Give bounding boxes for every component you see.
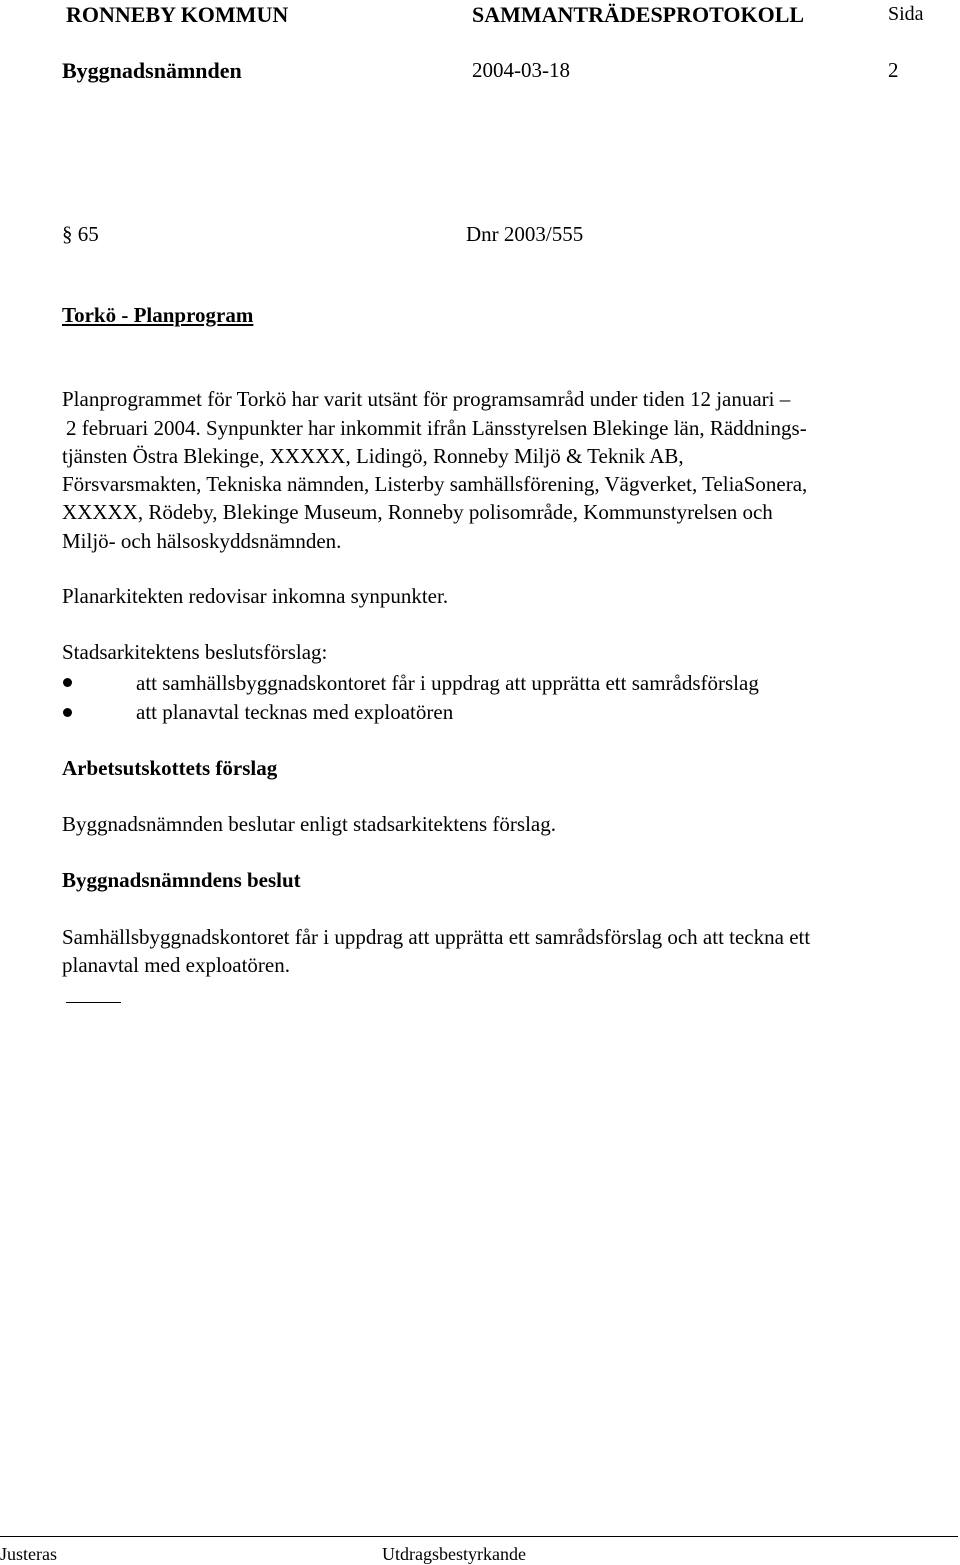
intro-line: Miljö- och hälsoskyddsnämnden.: [62, 529, 342, 553]
paragraph-number: § 65: [62, 222, 99, 246]
intro-line: XXXXX, Rödeby, Blekinge Museum, Ronneby polisområde, Kommunstyrelsen och: [62, 500, 773, 524]
intro-line: tjänsten Östra Blekinge, XXXXX, Lidingö, Ronneby Miljö & Teknik AB,: [62, 444, 684, 468]
utdrag-label: Utdragsbestyrkande: [382, 1544, 526, 1564]
end-rule: [66, 1002, 121, 1003]
page-number: 2: [888, 58, 899, 82]
decision-line: Samhällsbyggnadskontoret får i uppdrag att upprätta ett samrådsförslag och att teckna ett: [62, 925, 811, 949]
decision-heading: Byggnadsnämndens beslut: [62, 868, 301, 892]
architect-report: Planarkitekten redovisar inkomna synpunkter.: [62, 584, 449, 608]
diary-number: Dnr 2003/555: [466, 222, 584, 246]
intro-line: Planprogrammet för Torkö har varit utsänt för programsamråd under tiden 12 januari –: [62, 387, 791, 411]
committee-text: Byggnadsnämnden beslutar enligt stadsarkitektens förslag.: [62, 812, 556, 836]
document-type: SAMMANTRÄDESPROTOKOLL: [472, 2, 805, 27]
municipality-name: RONNEBY KOMMUN: [66, 2, 289, 27]
intro-line: 2 februari 2004. Synpunkter har inkommit ifrån Länsstyrelsen Blekinge län, Räddnings-: [66, 416, 807, 440]
bullet-icon: [63, 678, 72, 687]
proposal-item: att samhällsbyggnadskontoret får i uppdrag att upprätta ett samrådsförslag: [136, 671, 759, 695]
footer-rule: [0, 1536, 958, 1537]
decision-line: planavtal med exploatören.: [62, 953, 290, 977]
item-title: Torkö - Planprogram: [62, 303, 254, 327]
meeting-date: 2004-03-18: [472, 58, 570, 82]
bullet-icon: [63, 708, 72, 717]
board-name: Byggnadsnämnden: [62, 58, 242, 83]
justeras-label: Justeras: [0, 1544, 57, 1564]
proposal-item: att planavtal tecknas med exploatören: [136, 700, 454, 724]
committee-heading: Arbetsutskottets förslag: [62, 756, 278, 780]
proposal-heading: Stadsarkitektens beslutsförslag:: [62, 640, 328, 664]
intro-line: Försvarsmakten, Tekniska nämnden, Listerby samhällsförening, Vägverket, TeliaSonera,: [62, 472, 808, 496]
page-label: Sida: [888, 3, 924, 25]
